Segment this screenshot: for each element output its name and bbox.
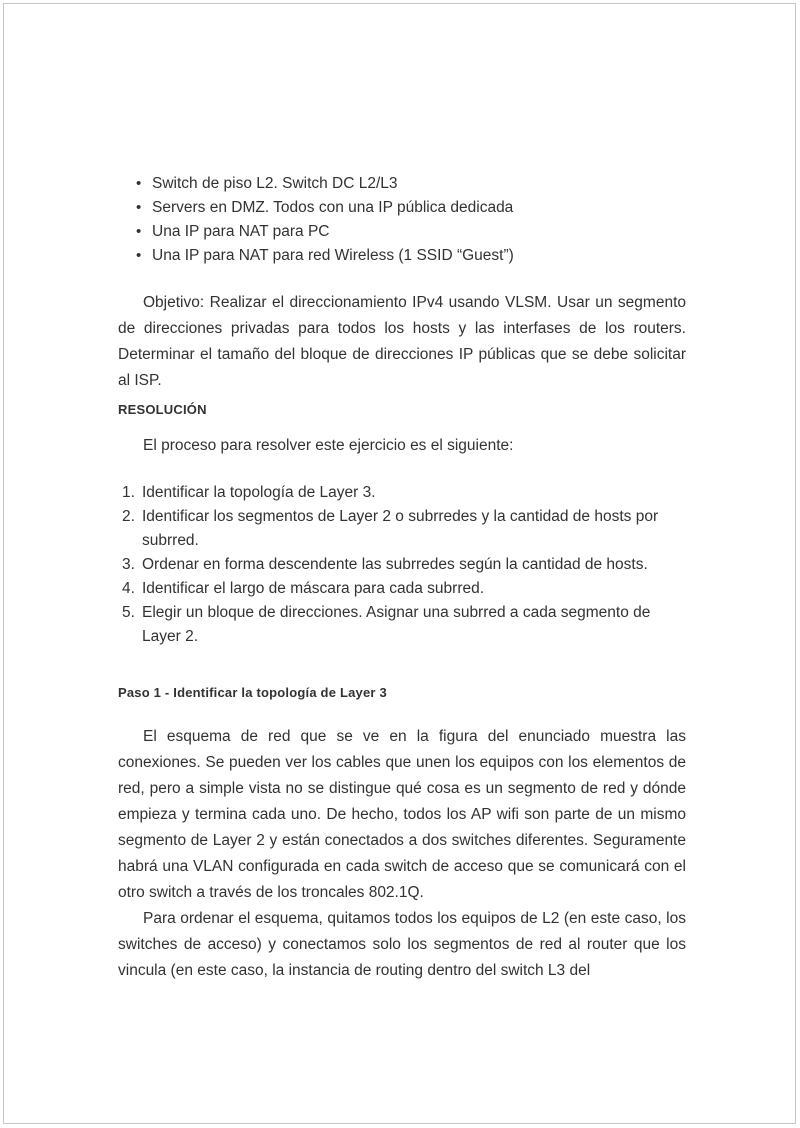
list-item: Identificar los segmentos de Layer 2 o subrredes y la cantidad de hosts por subrred. [142,508,659,549]
list-item: Identificar el largo de máscara para cada subrred. [142,580,485,597]
page-content [118,172,686,984]
step1-heading: Paso 1 - Identificar la topología de Layer 3 [118,685,387,700]
process-steps-list [122,481,686,649]
list-item: Ordenar en forma descendente las subrredes según la cantidad de hosts. [142,556,648,573]
requirements-bullet-list [136,172,686,268]
list-item: Elegir un bloque de direcciones. Asignar una subrred a cada segmento de Layer 2. [142,604,651,645]
document-page [3,3,796,1124]
step1-paragraph-1: El esquema de red que se ve en la figura del enunciado muestra las conexiones. Se pueden ver los cables que unen los equipos con los elementos de red, pero a simple vista no se distingue qué cosa es un segmento de red y dónde empieza y termina cada uno. De hecho, todos los AP wifi son parte de un mismo segmento de Layer 2 y están conectados a dos switches diferentes. Seguramente habrá una VLAN configurada en cada switch de acceso que se comunicará con el otro switch a través de los troncales 802.1Q. [118,728,686,901]
list-item: Identificar la topología de Layer 3. [142,484,376,501]
resolution-heading: RESOLUCIÓN [118,402,207,417]
list-item: • Una IP para NAT para red Wireless (1 SSID “Guest”) [136,244,686,268]
list-item: • Switch de piso L2. Switch DC L2/L3 [136,172,686,196]
step1-paragraph-2: Para ordenar el esquema, quitamos todos los equipos de L2 (en este caso, los switches de acceso) y conectamos solo los segmentos de red al router que los vincula (en este caso, la instancia de routing dentro del switch L3 del [118,910,686,979]
list-item: • Servers en DMZ. Todos con una IP pública dedicada [136,196,686,220]
process-intro: El proceso para resolver este ejercicio es el siguiente: [143,437,514,454]
objective-paragraph: Objetivo: Realizar el direccionamiento IPv4 usando VLSM. Usar un segmento de direcciones privadas para todos los hosts y las interfases de los routers. Determinar el tamaño del bloque de direcciones IP públicas que se debe solicitar al ISP. [118,294,686,389]
list-item: • Una IP para NAT para PC [136,220,686,244]
